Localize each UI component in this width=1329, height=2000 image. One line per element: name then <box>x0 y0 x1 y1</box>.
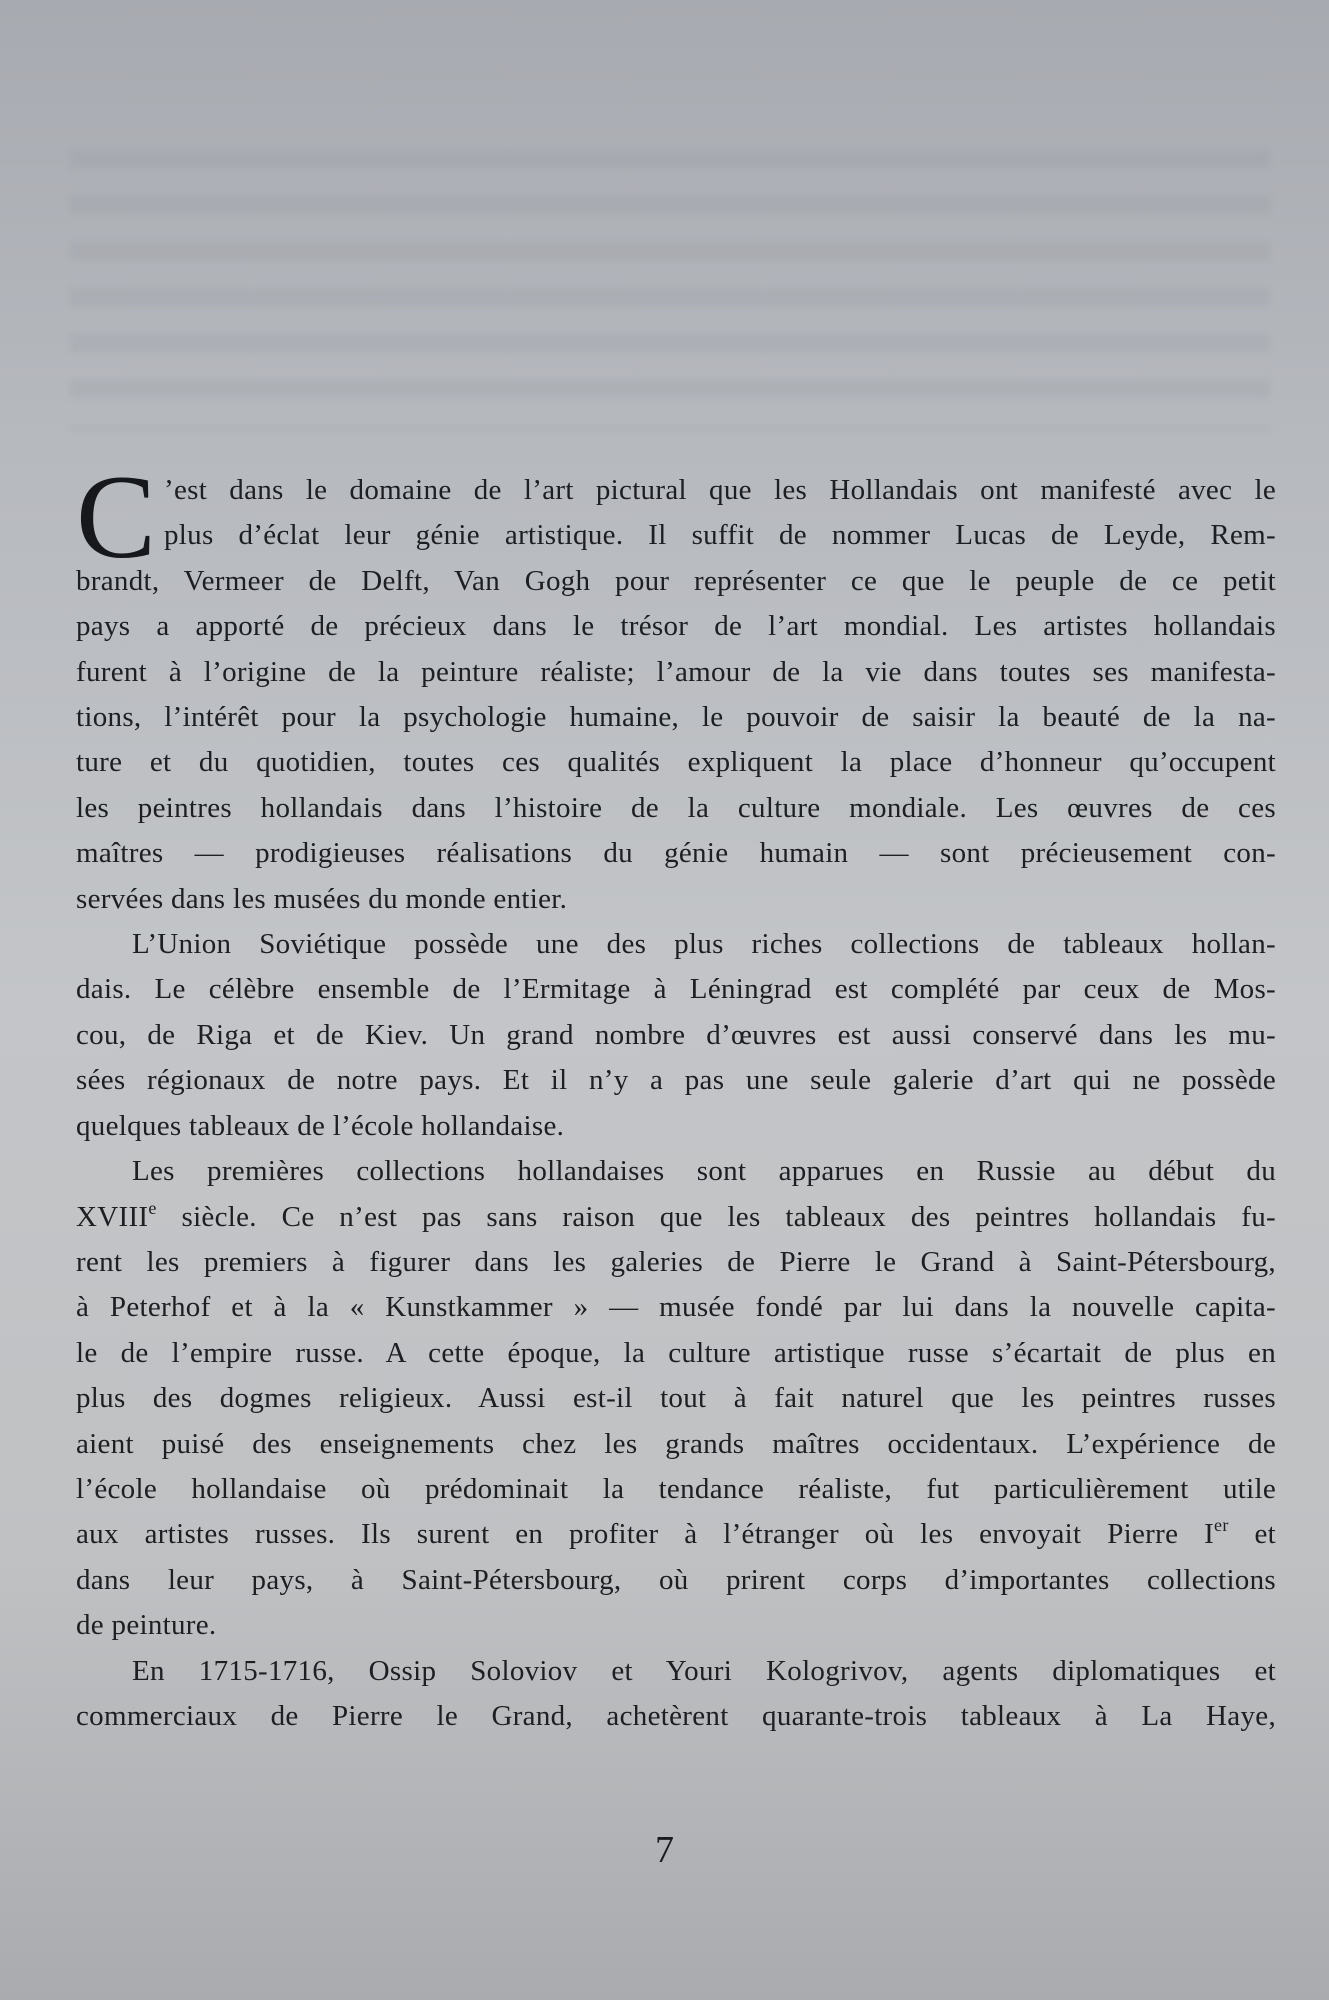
text-line <box>76 1512 1276 1557</box>
text-line: servées dans les musées du monde entier. <box>76 882 568 915</box>
text-line: Les premières collections hollandaises sont apparues en Russie au début du <box>132 1155 1276 1188</box>
text-line <box>76 1195 1276 1240</box>
text-run: et <box>1228 1518 1276 1551</box>
paragraph-2 <box>76 922 1276 1149</box>
text-line: brandt, Vermeer de Delft, Van Gogh pour représenter ce que le peuple de ce petit <box>76 564 1276 597</box>
text-line: le de l’empire russe. A cette époque, la culture artistique russe s’écartait de plus en <box>76 1336 1276 1369</box>
text-line: commerciaux de Pierre le Grand, achetèrent quarante-trois tableaux à La Haye, <box>76 1699 1276 1732</box>
text-line: quelques tableaux de l’école hollandaise. <box>76 1109 565 1142</box>
body-text <box>76 450 1276 1739</box>
text-line: En 1715-1716, Ossip Soloviov et Youri Kologrivov, agents diplomatiques et <box>132 1654 1276 1687</box>
text-line: l’école hollandaise où prédominait la tendance réaliste, fut particulièrement utile <box>76 1472 1276 1505</box>
text-line: plus d’éclat leur génie artistique. Il suffit de nommer Lucas de Leyde, Rem- <box>164 519 1276 552</box>
text-line: plus des dogmes religieux. Aussi est-il tout à fait naturel que les peintres russes <box>76 1382 1276 1415</box>
text-line: à Peterhof et à la « Kunstkammer » — musée fondé par lui dans la nouvelle capita- <box>76 1291 1276 1324</box>
text-run: siècle. Ce n’est pas sans raison que les tableaux des peintres hollandais fu- <box>156 1200 1276 1233</box>
superscript: e <box>148 1197 157 1218</box>
text-line: maîtres — prodigieuses réalisations du génie humain — sont précieusement con- <box>76 837 1276 870</box>
text-line: cou, de Riga et de Kiev. Un grand nombre d’œuvres est aussi conservé dans les mu- <box>76 1018 1276 1051</box>
text-line: furent à l’origine de la peinture réaliste; l’amour de la vie dans toutes ses manifesta- <box>76 655 1276 688</box>
text-line: de peinture. <box>76 1609 217 1642</box>
drop-cap: C <box>76 450 157 583</box>
text-line: dais. Le célèbre ensemble de l’Ermitage à Léningrad est complété par ceux de Mos- <box>76 973 1276 1006</box>
text-line: tions, l’intérêt pour la psychologie humaine, le pouvoir de saisir la beauté de la na- <box>76 701 1276 734</box>
text-line: aient puisé des enseignements chez les grands maîtres occidentaux. L’expérience de <box>76 1427 1276 1460</box>
paragraph-3 <box>76 1149 1276 1648</box>
text-line: pays a apporté de précieux dans le trésor de l’art mondial. Les artistes hollandais <box>76 610 1276 643</box>
show-through-text <box>70 150 1270 430</box>
text-line: ’est dans le domaine de l’art pictural que les Hollandais ont manifesté avec le <box>164 474 1276 506</box>
text-line: sées régionaux de notre pays. Et il n’y a pas une seule galerie d’art qui ne possède <box>76 1064 1276 1097</box>
roman-numeral: XVIII <box>76 1200 149 1233</box>
page-number: 7 <box>655 1829 674 1871</box>
text-run: aux artistes russes. Ils surent en profiter à l’étranger où les envoyait Pierre I <box>76 1518 1215 1551</box>
text-line: ture et du quotidien, toutes ces qualités expliquent la place d’honneur qu’occupent <box>76 746 1276 779</box>
text-line: dans leur pays, à Saint-Pétersbourg, où prirent corps d’importantes collections <box>76 1563 1276 1596</box>
paragraph-4 <box>76 1649 1276 1740</box>
superscript: er <box>1214 1515 1229 1536</box>
text-line: les peintres hollandais dans l’histoire de la culture mondiale. Les œuvres de ces <box>76 791 1276 824</box>
text-line: rent les premiers à figurer dans les galeries de Pierre le Grand à Saint-Pétersbourg, <box>76 1245 1276 1278</box>
text-line: L’Union Soviétique possède une des plus riches collections de tableaux hollan- <box>132 928 1276 961</box>
paragraph-1 <box>76 450 1276 922</box>
